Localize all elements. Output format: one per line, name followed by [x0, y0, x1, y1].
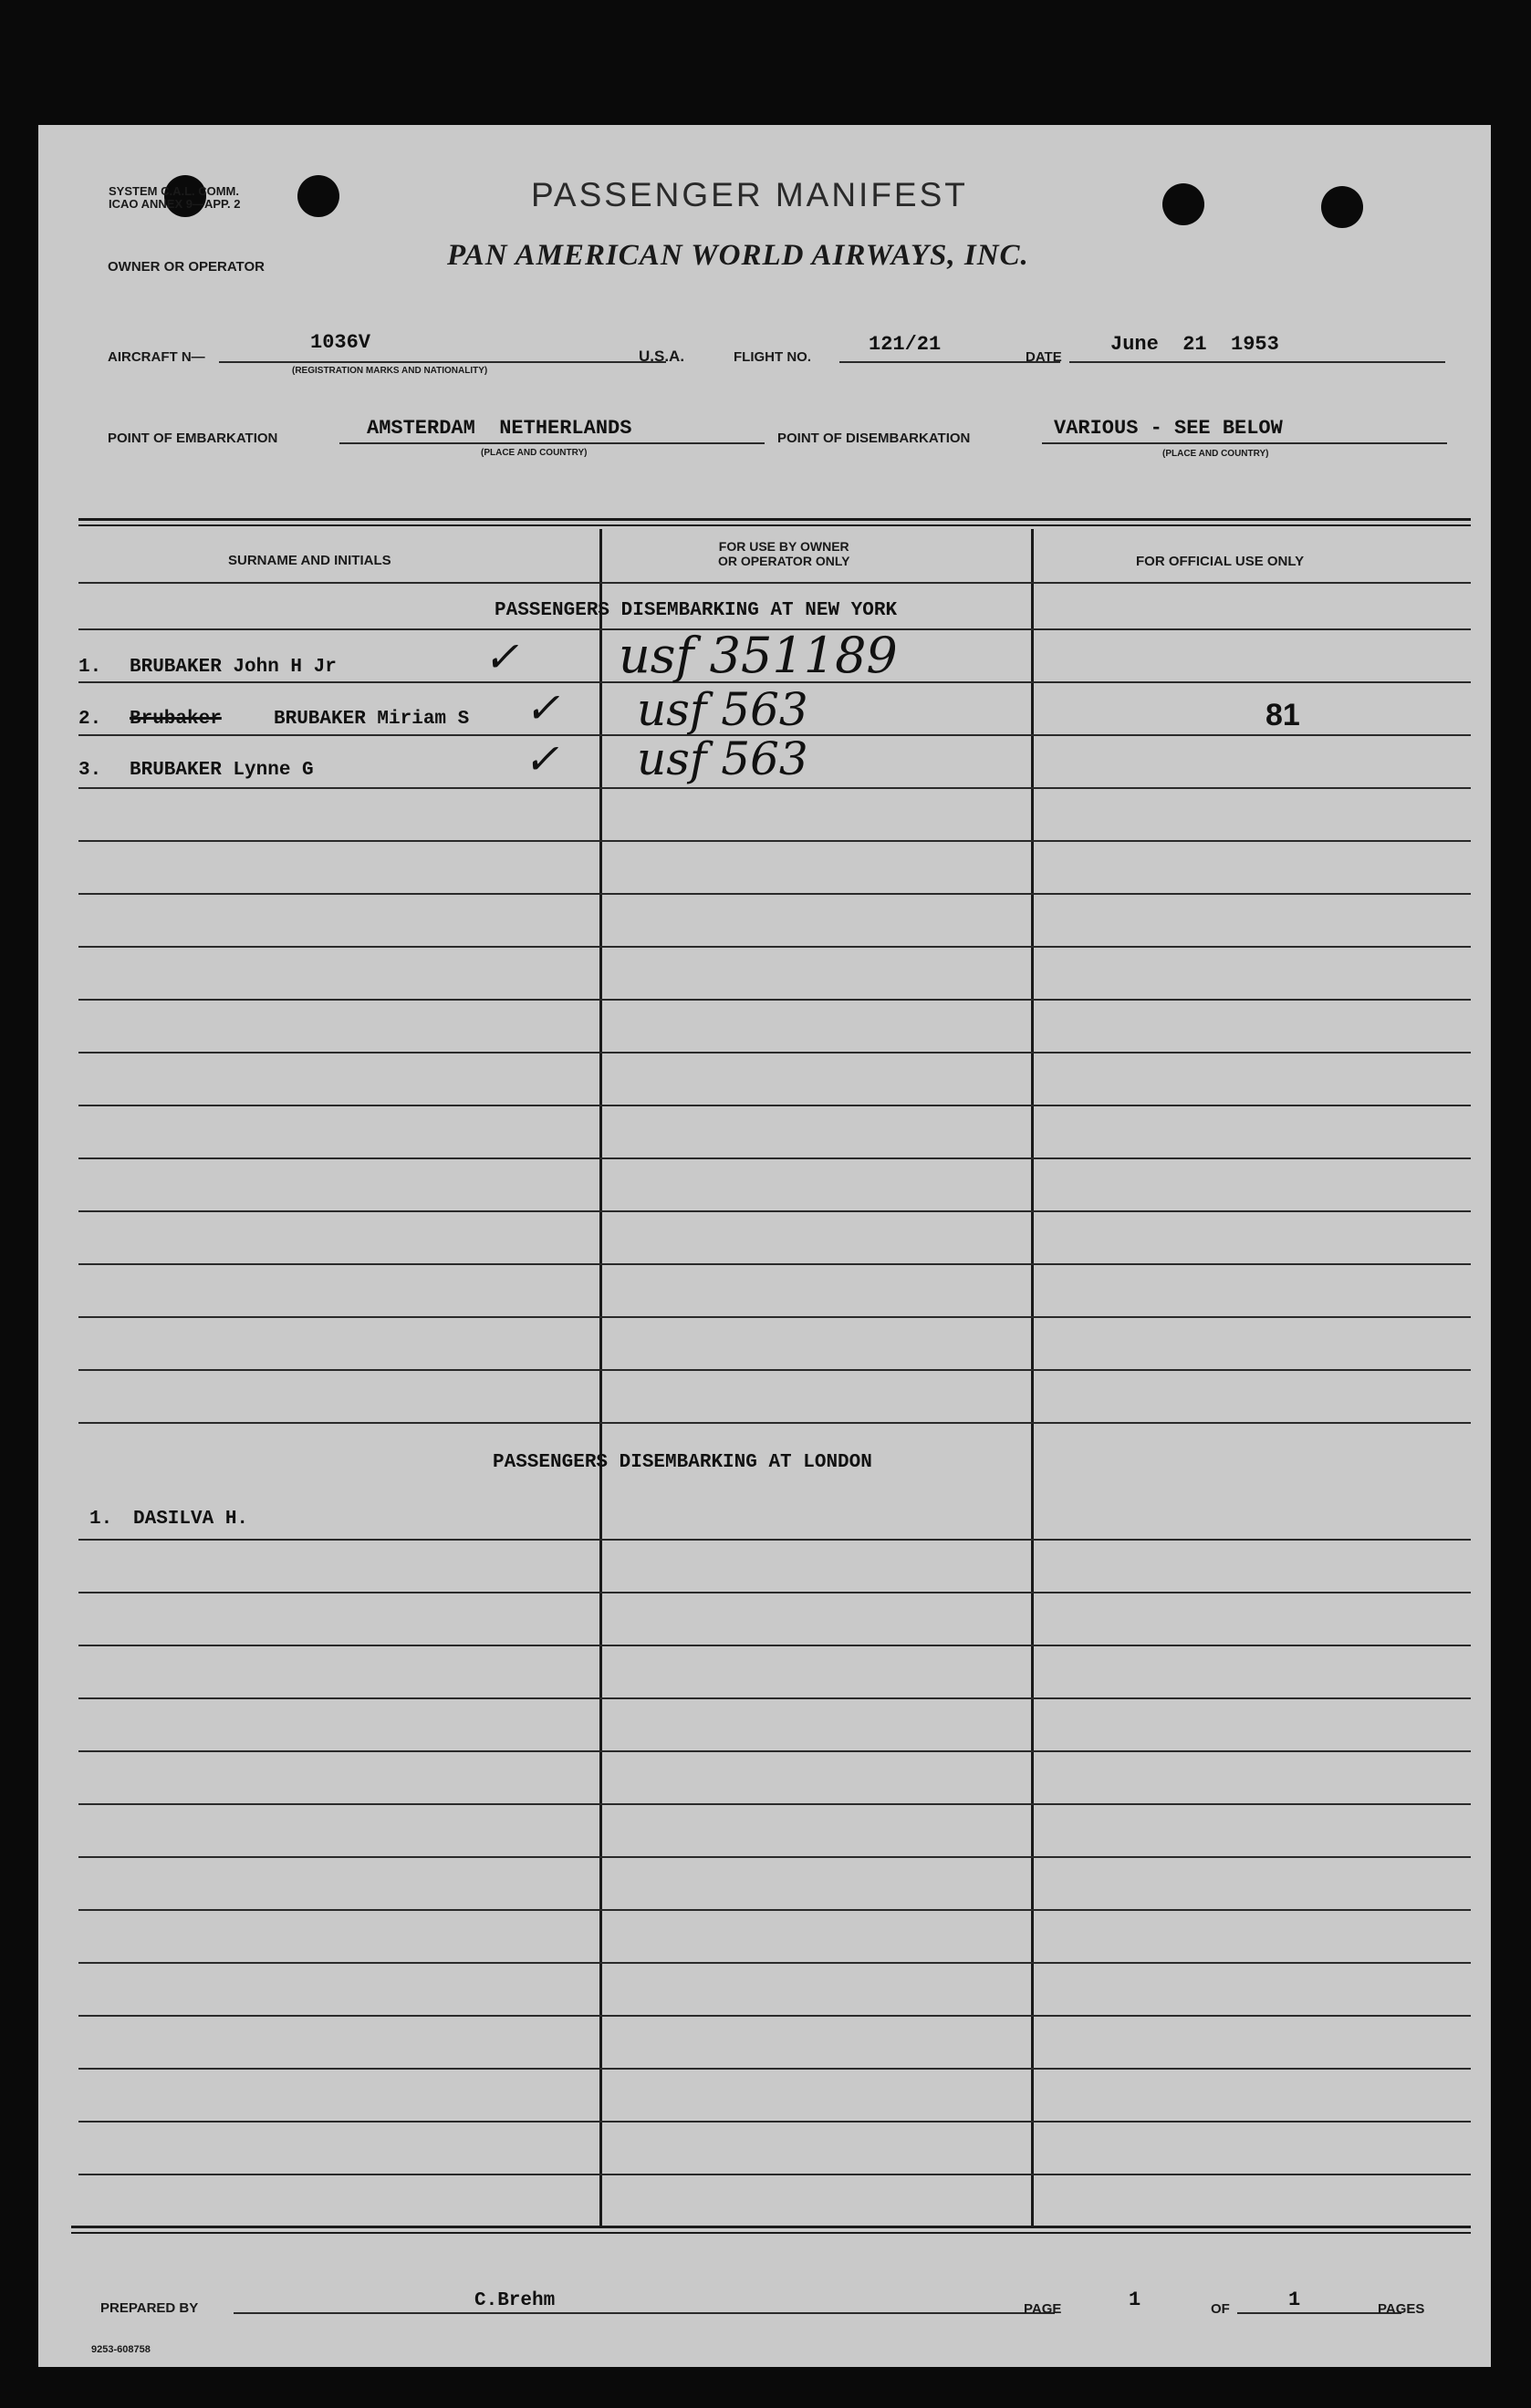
- ruled-line: [78, 1750, 1471, 1752]
- ruled-line: [78, 1422, 1471, 1424]
- table-bottom-rule: [71, 2226, 1471, 2228]
- punch-hole: [297, 175, 339, 217]
- ruled-line: [78, 2121, 1471, 2123]
- ruled-line: [78, 1645, 1471, 1646]
- column-divider: [1031, 529, 1034, 2226]
- ruled-line: [78, 1210, 1471, 1212]
- embark-label: POINT OF EMBARKATION: [108, 431, 278, 446]
- page-count-line: [1237, 2312, 1401, 2314]
- ruled-line: [78, 1539, 1471, 1541]
- registration-note: (REGISTRATION MARKS AND NATIONALITY): [292, 366, 488, 376]
- date-label: DATE: [1026, 349, 1062, 365]
- passenger-name: BRUBAKER Miriam S: [274, 709, 470, 730]
- disembark-note: (PLACE AND COUNTRY): [1162, 449, 1269, 459]
- ruled-line: [78, 1263, 1471, 1265]
- disembark-label: POINT OF DISEMBARKATION: [777, 431, 971, 446]
- total-pages-value: 1: [1288, 2289, 1301, 2311]
- ruled-line: [78, 1369, 1471, 1371]
- passenger-name: BRUBAKER John H Jr: [130, 657, 337, 678]
- ruled-line: [78, 1962, 1471, 1964]
- prepared-label: PREPARED BY: [100, 2300, 199, 2316]
- page-label: PAGE: [1024, 2301, 1062, 2317]
- flight-label: FLIGHT NO.: [734, 349, 811, 365]
- system-note: [109, 185, 241, 211]
- ruled-line: [78, 893, 1471, 895]
- prepared-value: C.Brehm: [474, 2290, 556, 2311]
- pages-label: PAGES: [1378, 2301, 1425, 2317]
- form-code: 9253-608758: [91, 2344, 151, 2355]
- disembark-line: [1042, 442, 1447, 444]
- row-number: 1.: [89, 1509, 113, 1530]
- punch-hole: [1321, 186, 1363, 228]
- passenger-name: BRUBAKER Lynne G: [130, 760, 314, 781]
- ruled-line: [78, 1052, 1471, 1054]
- group-heading: PASSENGERS DISEMBARKING AT LONDON: [493, 1452, 872, 1473]
- ruled-line: [78, 1592, 1471, 1593]
- col-surname-header: SURNAME AND INITIALS: [228, 553, 391, 568]
- ruled-line: [78, 1803, 1471, 1805]
- embark-note: (PLACE AND COUNTRY): [481, 448, 588, 458]
- col-owner-header-line: OR OPERATOR ONLY: [718, 554, 850, 568]
- col-official-header: FOR OFFICIAL USE ONLY: [1136, 554, 1305, 569]
- embark-value: AMSTERDAM NETHERLANDS: [367, 417, 632, 440]
- official-mark: 81: [1265, 698, 1300, 732]
- ruled-line: [78, 946, 1471, 948]
- ruled-line: [78, 2015, 1471, 2017]
- date-value: June 21 1953: [1110, 333, 1279, 356]
- struck-name: Brubaker: [130, 709, 222, 730]
- ruled-line: [78, 1157, 1471, 1159]
- owner-note: usf 563: [637, 732, 808, 785]
- ruled-line: [78, 840, 1471, 842]
- system-note-line: ICAO ANNEX 9—APP. 2: [109, 197, 241, 211]
- check-mark: ✓: [484, 632, 519, 681]
- owner-note: usf 563: [637, 683, 808, 736]
- disembark-value: VARIOUS - SEE BELOW: [1054, 417, 1283, 440]
- date-line: [1069, 361, 1445, 363]
- row-number: 3.: [78, 760, 102, 781]
- owner-label: OWNER OR OPERATOR: [108, 259, 265, 275]
- ruled-line: [78, 1316, 1471, 1318]
- ruled-line: [78, 1697, 1471, 1699]
- group-heading: PASSENGERS DISEMBARKING AT NEW YORK: [495, 600, 898, 621]
- manifest-sheet: [38, 125, 1491, 2367]
- page-value: 1: [1129, 2289, 1141, 2311]
- aircraft-line: [219, 361, 666, 363]
- aircraft-value: 1036V: [310, 331, 371, 354]
- aircraft-label: AIRCRAFT N—: [108, 349, 205, 365]
- ruled-line: [78, 2068, 1471, 2070]
- page-title: PASSENGER MANIFEST: [531, 176, 968, 213]
- row-number: 1.: [78, 657, 102, 678]
- check-mark: ✓: [525, 683, 560, 732]
- owner-note: usf 351189: [619, 627, 898, 684]
- ruled-line: [78, 582, 1471, 584]
- table-bottom-rule: [71, 2232, 1471, 2234]
- ruled-line: [78, 1105, 1471, 1106]
- table-top-rule: [78, 518, 1471, 521]
- ruled-line: [78, 999, 1471, 1001]
- col-owner-header-line: FOR USE BY OWNER: [718, 539, 849, 554]
- ruled-line: [78, 2174, 1471, 2175]
- of-label: OF: [1211, 2301, 1230, 2317]
- embark-line: [339, 442, 765, 444]
- usa-label: U.S.A.: [639, 348, 685, 365]
- table-top-rule: [78, 524, 1471, 526]
- ruled-line: [78, 787, 1471, 789]
- operator-name: PAN AMERICAN WORLD AIRWAYS, INC.: [447, 239, 1029, 272]
- ruled-line: [78, 1909, 1471, 1911]
- ruled-line: [78, 1856, 1471, 1858]
- row-number: 2.: [78, 709, 102, 730]
- system-note-line: SYSTEM C.A.L. COMM.: [109, 184, 239, 198]
- prepared-line: [234, 2312, 1055, 2314]
- flight-value: 121/21: [869, 333, 942, 356]
- passenger-name: DASILVA H.: [133, 1509, 249, 1530]
- col-owner-header: [718, 539, 849, 568]
- column-divider: [599, 529, 602, 2226]
- check-mark: ✓: [524, 734, 559, 784]
- punch-hole: [1162, 183, 1204, 225]
